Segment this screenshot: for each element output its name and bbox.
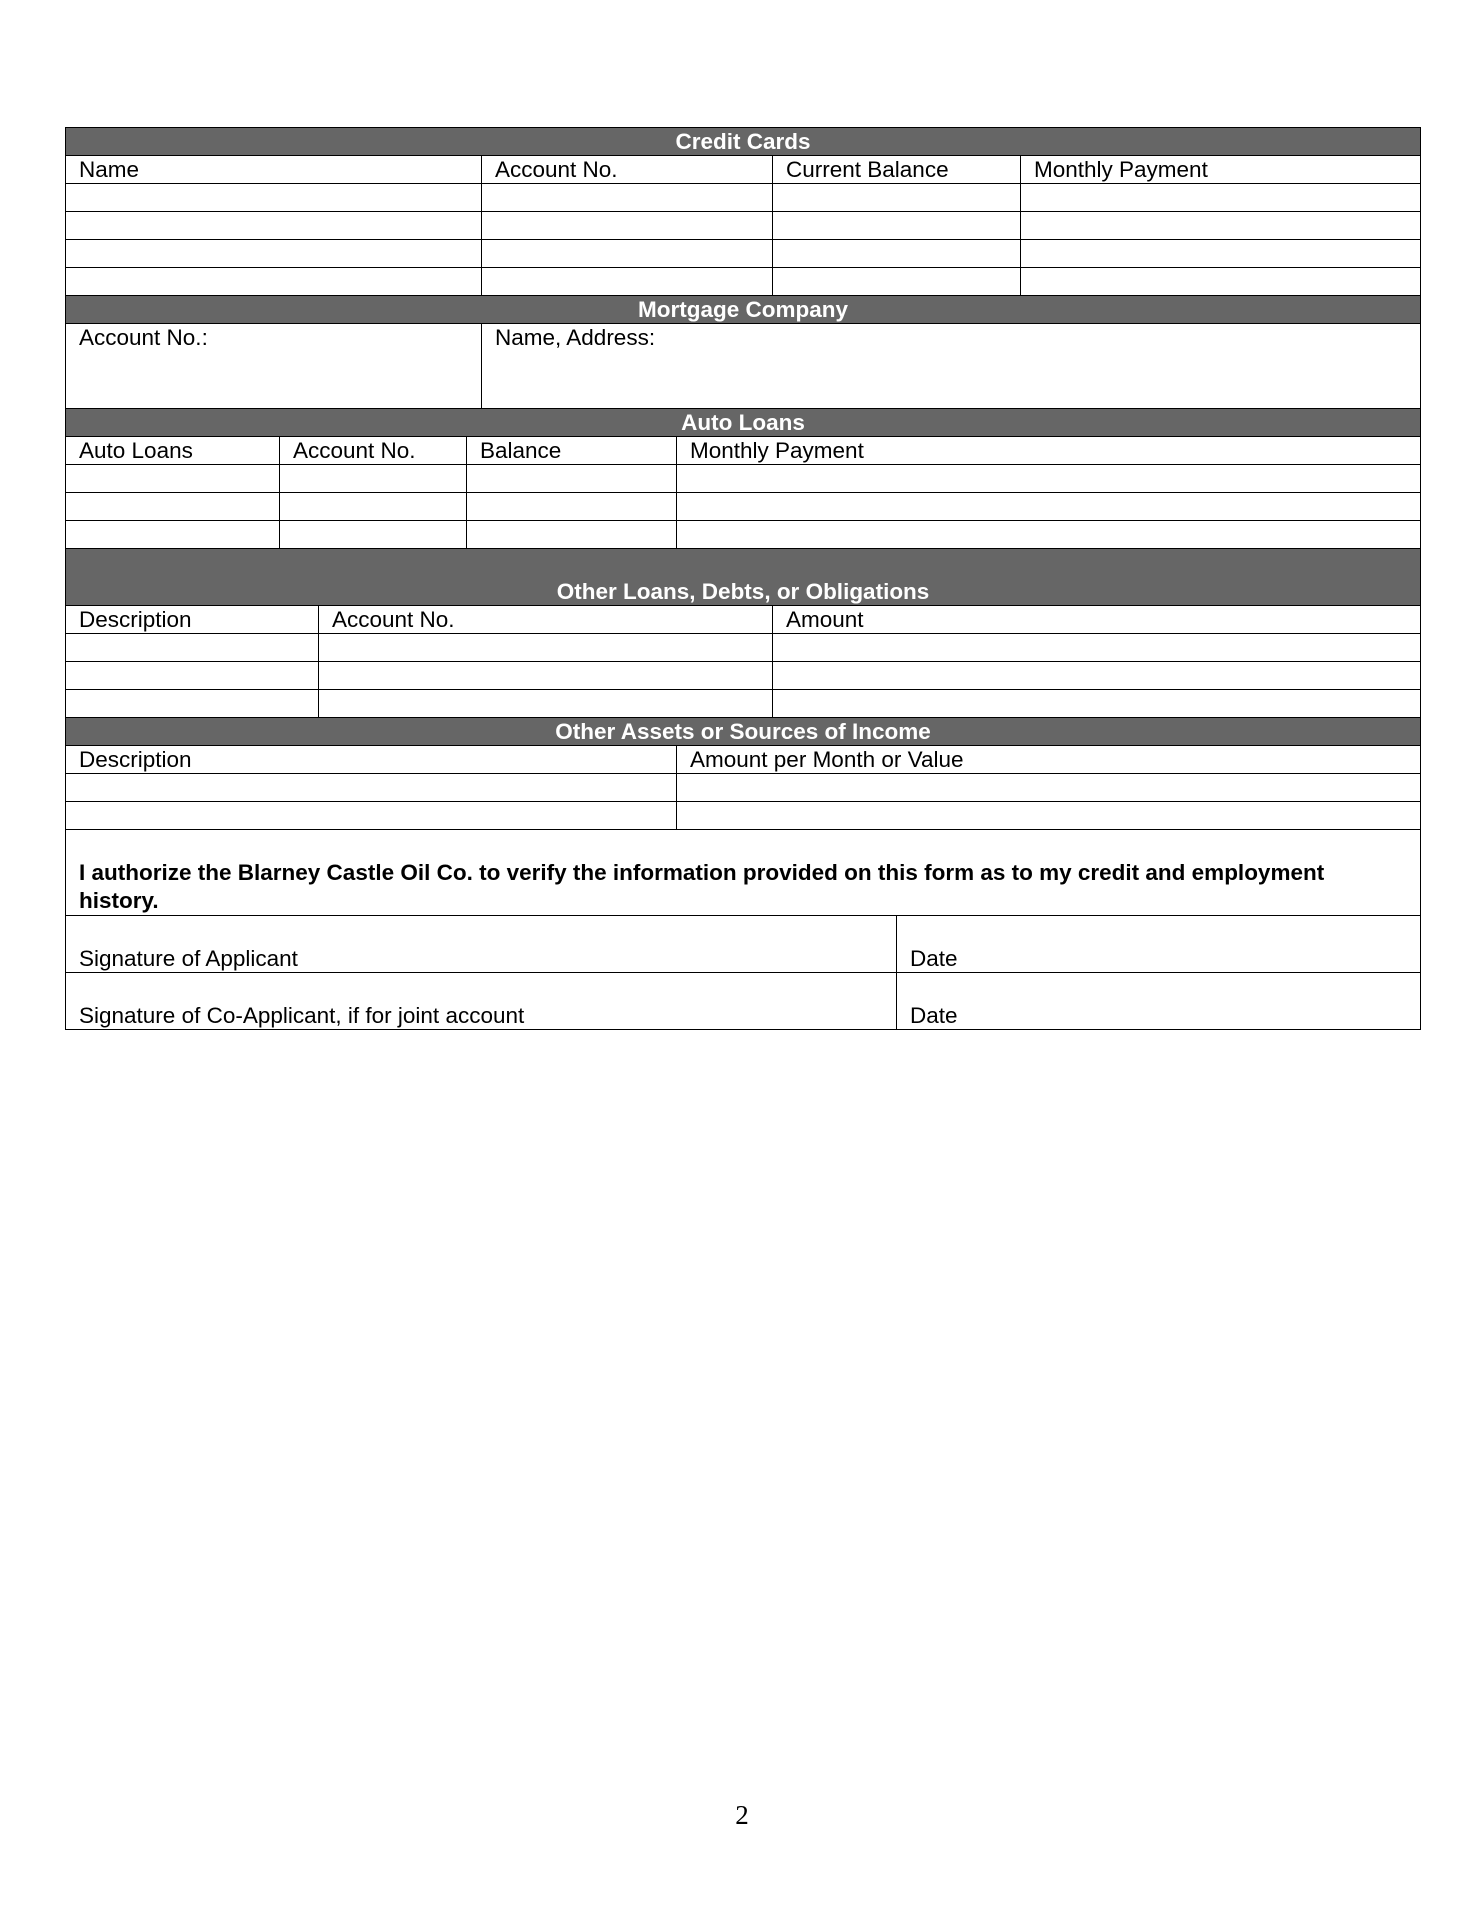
cc-balance-cell[interactable] <box>773 240 1021 268</box>
table-row <box>66 802 1421 830</box>
al-payment-cell[interactable] <box>677 465 1421 493</box>
al-account-cell[interactable] <box>280 465 467 493</box>
cc-name-cell[interactable] <box>66 212 482 240</box>
ol-account-cell[interactable] <box>319 690 773 718</box>
table-row <box>66 774 1421 802</box>
al-account-header: Account No. <box>280 437 467 465</box>
mortgage-account-field[interactable]: Account No.: <box>66 324 482 409</box>
cc-balance-cell[interactable] <box>773 268 1021 296</box>
ol-description-cell[interactable] <box>66 690 319 718</box>
table-row <box>66 521 1421 549</box>
cc-account-cell[interactable] <box>482 184 773 212</box>
al-loan-cell[interactable] <box>66 521 280 549</box>
cc-balance-cell[interactable] <box>773 212 1021 240</box>
al-account-cell[interactable] <box>280 521 467 549</box>
cc-name-cell[interactable] <box>66 184 482 212</box>
ol-description-cell[interactable] <box>66 662 319 690</box>
auto-loans-column-headers <box>66 437 1421 465</box>
cc-account-cell[interactable] <box>482 212 773 240</box>
ol-amount-cell[interactable] <box>773 662 1421 690</box>
other-loans-header: Other Loans, Debts, or Obligations <box>66 549 1421 606</box>
cc-name-cell[interactable] <box>66 240 482 268</box>
table-row <box>66 690 1421 718</box>
cc-name-cell[interactable] <box>66 268 482 296</box>
ol-account-cell[interactable] <box>319 662 773 690</box>
co-applicant-signature-field[interactable]: Signature of Co-Applicant, if for joint account <box>66 973 897 1030</box>
ol-amount-cell[interactable] <box>773 634 1421 662</box>
ol-account-cell[interactable] <box>319 634 773 662</box>
ol-description-header: Description <box>66 606 319 634</box>
cc-name-header: Name <box>66 156 482 184</box>
table-row <box>66 268 1421 296</box>
oa-amount-cell[interactable] <box>677 774 1421 802</box>
mortgage-company-header: Mortgage Company <box>66 296 1421 324</box>
applicant-signature-row <box>66 916 1421 973</box>
oa-amount-header: Amount per Month or Value <box>677 746 1421 774</box>
oa-description-cell[interactable] <box>66 802 677 830</box>
al-payment-header: Monthly Payment <box>677 437 1421 465</box>
oa-description-header: Description <box>66 746 677 774</box>
table-row <box>66 240 1421 268</box>
mortgage-row <box>66 324 1421 409</box>
other-assets-column-headers <box>66 746 1421 774</box>
mortgage-name-address-field[interactable]: Name, Address: <box>482 324 1421 409</box>
credit-application-page-2 <box>65 127 1420 1030</box>
ol-amount-cell[interactable] <box>773 690 1421 718</box>
al-loan-header: Auto Loans <box>66 437 280 465</box>
other-assets-header: Other Assets or Sources of Income <box>66 718 1421 746</box>
ol-account-header: Account No. <box>319 606 773 634</box>
al-balance-cell[interactable] <box>467 493 677 521</box>
credit-cards-column-headers <box>66 156 1421 184</box>
ol-amount-header: Amount <box>773 606 1421 634</box>
authorization-statement: I authorize the Blarney Castle Oil Co. to verify the information provided on this form as to my credit and employment history. <box>66 830 1421 916</box>
cc-payment-cell[interactable] <box>1021 240 1421 268</box>
credit-cards-header: Credit Cards <box>66 128 1421 156</box>
applicant-signature-field[interactable]: Signature of Applicant <box>66 916 897 973</box>
al-balance-header: Balance <box>467 437 677 465</box>
page-number: 2 <box>735 1800 749 1830</box>
table-row <box>66 493 1421 521</box>
al-account-cell[interactable] <box>280 493 467 521</box>
cc-payment-header: Monthly Payment <box>1021 156 1421 184</box>
cc-account-header: Account No. <box>482 156 773 184</box>
al-payment-cell[interactable] <box>677 521 1421 549</box>
cc-account-cell[interactable] <box>482 268 773 296</box>
al-balance-cell[interactable] <box>467 521 677 549</box>
cc-account-cell[interactable] <box>482 240 773 268</box>
table-row <box>66 184 1421 212</box>
cc-payment-cell[interactable] <box>1021 212 1421 240</box>
table-row <box>66 662 1421 690</box>
co-applicant-signature-row <box>66 973 1421 1030</box>
other-loans-column-headers <box>66 606 1421 634</box>
co-applicant-date-field[interactable]: Date <box>897 973 1421 1030</box>
al-loan-cell[interactable] <box>66 465 280 493</box>
table-row <box>66 634 1421 662</box>
table-row <box>66 465 1421 493</box>
al-loan-cell[interactable] <box>66 493 280 521</box>
applicant-date-field[interactable]: Date <box>897 916 1421 973</box>
al-balance-cell[interactable] <box>467 465 677 493</box>
ol-description-cell[interactable] <box>66 634 319 662</box>
oa-amount-cell[interactable] <box>677 802 1421 830</box>
auto-loans-header: Auto Loans <box>66 409 1421 437</box>
cc-balance-header: Current Balance <box>773 156 1021 184</box>
financial-obligations-table <box>65 127 1421 1030</box>
table-row <box>66 212 1421 240</box>
oa-description-cell[interactable] <box>66 774 677 802</box>
cc-payment-cell[interactable] <box>1021 268 1421 296</box>
al-payment-cell[interactable] <box>677 493 1421 521</box>
cc-balance-cell[interactable] <box>773 184 1021 212</box>
cc-payment-cell[interactable] <box>1021 184 1421 212</box>
